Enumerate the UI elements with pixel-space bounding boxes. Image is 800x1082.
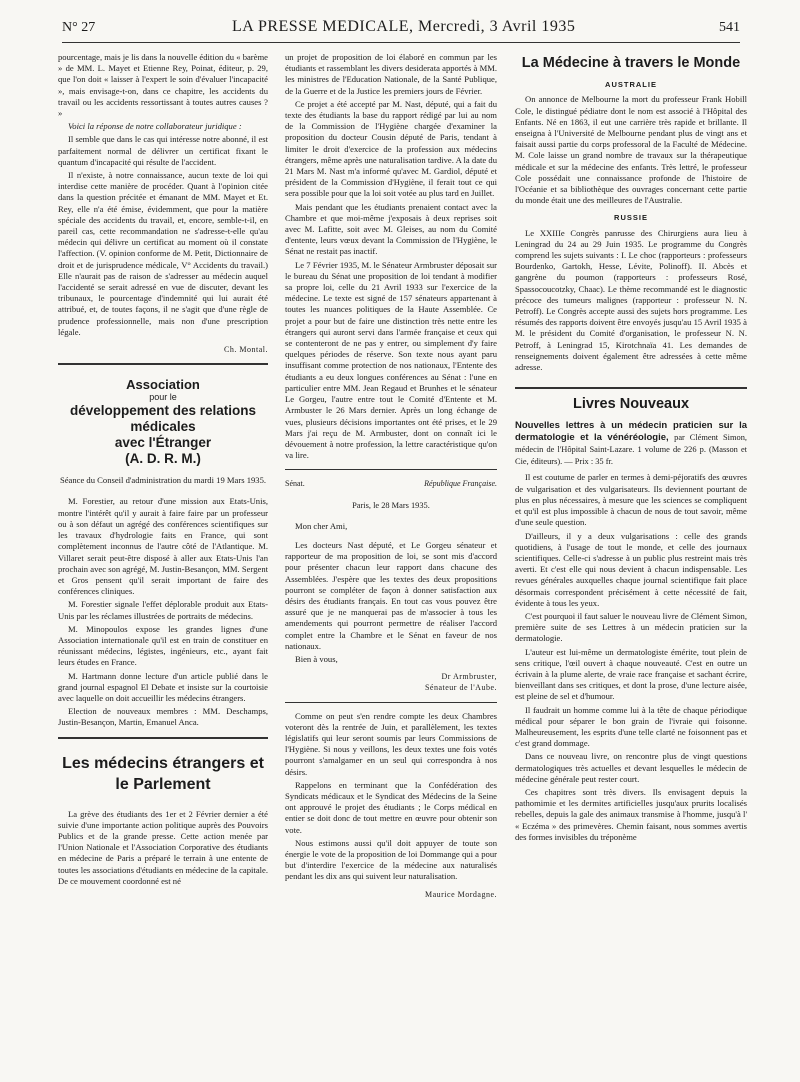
paragraph: un projet de proposition de loi élaboré en commun par les étudiants et rassemblant les divers desiderata apportés à MM. les ministres de l'Education Nationale, de la Santé Publique, de la Guerre et de la Justice les premiers jours de Février. bbox=[285, 52, 497, 96]
paragraph: Rappelons en terminant que la Confédération des Syndicats médicaux et le Syndicat des Médecins de la Seine ont approuvé le projet des étudiants ; le Corps médical en entier se doit donc de tout mettre en œuvre pour obtenir son vote. bbox=[285, 779, 497, 835]
section-heading-world-medicine: La Médecine à travers le Monde bbox=[521, 55, 741, 71]
paragraph: Il faudrait un homme comme lui à la tête de chaque périodique médical pour séparer le bon grain de l'ivraie qui foisonne. Malheureusement, les esprits d'une telle clarté ne foisonnent pas et c'est grand dommage. bbox=[515, 704, 747, 749]
page-number: 541 bbox=[719, 20, 740, 35]
journal-title: LA PRESSE MEDICALE, Mercredi, 3 Avril 1935 bbox=[232, 18, 576, 35]
paragraph: M. Hartmann donne lecture d'un article publié dans le grand journal espagnol El Debate et insiste sur la courtoisie avec laquelle on doit accueillir les médecins étrangers. bbox=[58, 670, 268, 703]
issue-number: N° 27 bbox=[62, 20, 96, 35]
divider bbox=[285, 702, 497, 703]
book-meta: par Clément Simon, médecin de l'Hôpital Saint-Lazare. 1 volume de 226 p. (Masson et Cie, éditeurs). — Prix : 35 fr. bbox=[515, 433, 747, 467]
country-heading: RUSSIE bbox=[614, 213, 648, 223]
divider bbox=[515, 387, 747, 389]
column-middle bbox=[285, 52, 497, 904]
paragraph: Nous estimons aussi qu'il doit appuyer de toute son énergie le vote de la proposition de loi Dommange qui a pour but d'interdire l'exercice de la médecine aux naturalisés pendant les dix ans qui suivent leur naturalisation. bbox=[285, 837, 497, 882]
section-heading-foreign-doctors: Les médecins étrangers et le Parlement bbox=[62, 754, 264, 793]
paragraph: Le XXIIIe Congrès panrusse des Chirurgiens aura lieu à Leningrad du 24 au 29 Juin 1935. Le programme du Congrès comprend les sujets suivants : I. Le choc (rapporteurs : professeurs Bourdenko, Gartokh, Hesse, Lévite, Polinoff). II. Abcès et gangrène du poumon (rapporteurs : professeurs Rosé, Spassocoucotzky, Chaac). Le thème recommandé est le diagnostic précoce des tumeurs malignes (rapporteur : professeur N. N. Petroff). Le Congrès accepte aussi des sujets hors programme. Les résumés des rapports doivent être envoyés jusqu'au 15 Avril 1935 à M. le président du Comité d'organisation, le professeur N. N. Petroff, à Leningrad 15, Kirotchnaïa 41. Les demandes de renseignements doivent également être adressées à cette même adresse. bbox=[515, 227, 747, 373]
page-header bbox=[62, 20, 740, 43]
paragraph: M. Forestier, au retour d'une mission aux Etats-Unis, montre l'intérêt qu'il y aurait à faire faire par un professeur ou à son défaut un agrégé des conférences scientifiques sur les travaux d'hydrologie faits en France, qui sont complètement inconnus de l'autre côté de l'Atlantique. M. Villaret serait peut-être disposé à aller aux Etats-Unis l'an prochain avec son agrégé, M. Justin-Besançon, MM. Sergent et Gros pensent qu'il serait important de faire des conférences cliniques. bbox=[58, 496, 268, 597]
section-heading-association: Association pour le développement des relations médicales avec l'Étranger (A. D. R. M.) bbox=[69, 377, 257, 467]
paragraph: Dans ce nouveau livre, on rencontre plus de vingt questions dermatologiques très actuelles et devant lesquelles le médecin de médecine générale peut rester court. bbox=[515, 751, 747, 784]
divider bbox=[58, 363, 268, 365]
divider bbox=[285, 469, 497, 470]
letter-closing: Bien à vous, bbox=[295, 653, 338, 664]
paragraph: Il n'existe, à notre connaissance, aucun texte de loi qui interdise cette manière de procéder. Quant à l'opinion citée dans la question précitée et émanant de MM. Mayet et Et. Rey, elle n'a été émise, évidemment, que pour la matière spéciale des accidents du travail, et, encore, semble-t-il, en pareil cas, cette recommandation ne s'adresse-t-elle qu'au médecin qui délivre un certificat au moment où il constate l'affection. (V. opinion conforme de M. Petit, Dictionnaire de droit et de jurisprudence médicale, V° Accidents du travail.) Elle n'aurait pas de raison de s'adresser au médecin auquel l'accidenté se serait adressé en vue de discuter, devant les tribunaux, le pourcentage d'indemnité qui lui aurait été attribué, et, de toutes façons, il ne s'agit que d'une règle de prudence professionnelle, mais non d'une prescription légale. bbox=[58, 170, 268, 337]
paragraph: Mais pendant que les étudiants prenaient contact avec la Chambre et que moi-même j'exposais à deux reprises soit avec M. Lafitte, soit avec M. Gleises, au nom du Comité d'entente, leurs vœux devant la Commission de l'Hygiène, le Sénat ne restait pas inactif. bbox=[285, 201, 497, 257]
meeting-subtitle: Séance du Conseil d'administration du mardi 19 Mars 1935. bbox=[59, 475, 267, 486]
author-signature: Maurice Mordagne. bbox=[424, 889, 497, 899]
letter-header bbox=[285, 478, 497, 489]
paragraph: La grève des étudiants des 1er et 2 Février dernier a été suivie d'une importante action politique auprès des Pouvoirs Publics et de la grande presse. Cette action menée par l'Union Nationale et l'Association Corporative des étudiants en médecine de Paris a préparé le terrain à une entente de toutes les associations d'étudiants en médecine de la capitale. De ce mouvement coordonné est né bbox=[58, 808, 268, 886]
letter-signature-title: Sénateur de l'Aube. bbox=[424, 683, 497, 693]
letter-republic: République Française. bbox=[424, 479, 497, 489]
letter-salutation: Mon cher Ami, bbox=[295, 520, 348, 531]
paragraph: Comme on peut s'en rendre compte les deux Chambres voteront dès la rentrée de Juin, et parallèlement, les textes législatifs qui leur seront soumis par leurs Commissions de l'Hygiène. Si nous y veillons, les deux textes une fois votés pourront s'amalgamer en un seul qui correspondra à nos désirs. bbox=[285, 710, 497, 777]
paragraph: Le 7 Février 1935, M. le Sénateur Armbruster déposait sur le bureau du Sénat une proposition de loi tendant à modifier sa propre loi, celle du 21 Avril 1933 sur l'exercice de la médecine. Le texte est signé de 157 sénateurs appartenant à toutes les nuances politiques de la Haute Assemblée. Ce projet a pour but de faire une distinction très nette entre les étrangers qui auront servi dans l'armée française et ceux qui se contenteront de ne pas y entrer, ou simplement d'y faire quelques périodes de réserve. Son texte nous ayant paru insuffisant comme protection de nos nationaux, l'Entente des étudiants a eu deux longues conférences au Sénat : l'une en particulier entre MM. Jean Regaud et Brunhes et le sénateur Le Gorgeu, l'autre entre tout le Comité d'Entente et M. Armbuster le 26 Mars dernier. Après un long échange de vues, plusieurs décisions importantes ont été prises, et le 29 Mars j'ai reçu de M. Armbuster, dont on connaît ici le dévouement à notre profession, la lettre caractéristique qu'on va lire. bbox=[285, 259, 497, 461]
column-left bbox=[58, 52, 268, 889]
column-right bbox=[515, 52, 747, 845]
paragraph: C'est pourquoi il faut saluer le nouveau livre de Clément Simon, première suite de ses Lettres à un médecin praticien sur la dermatologie. bbox=[515, 610, 747, 644]
paragraph: Ce projet a été accepté par M. Nast, député, qui a fait du texte des étudiants la base du rapport rédigé par lui au nom de la Commission de l'Hygiène chargée d'examiner la proposition du docteur Cousin député de Paris, tendant à limiter le droit d'exercice de la profession aux médecins étrangers, même après une naturalisation tardive. A la date du 21 Mars M. Nast m'a informé qu'avec M. Gardiol, député et président de la Commission d'Hygiène, il ferait tout ce qui sera possible pour que la loi soit votée au plus tard en Juillet. bbox=[285, 98, 497, 199]
country-heading: AUSTRALIE bbox=[605, 80, 657, 90]
paragraph: L'auteur est lui-même un dermatologiste émérite, tout plein de sens critique, l'œil ouvert à chaque nouveauté. C'est en outre un écrivain à la plume alerte, de vraie race française et sachant écrire, bienveillant dans ses critiques, et dont la prose, d'une lecture aisée, est pleine de sel et d'humour. bbox=[515, 646, 747, 702]
paragraph: M. Minopoulos expose les grandes lignes d'une Association internationale qu'il est en train de constituer en réunissant médecins, légistes, ingénieurs, etc., ayant fait leurs études en France. bbox=[58, 623, 268, 668]
paragraph: Les docteurs Nast député, et Le Gorgeu sénateur et rapporteur de ma proposition de loi, se sont mis d'accord pour présenter chacun leur rapport dans chacune des Assemblées. J'espère que les textes des deux propositions pourront se compléter de façon à donner satisfaction aux désirs des étudiants français. En tout cas vous pouvez être assuré que je ne manquerai pas de m'associer à tous les amendements qui pourront permettre de réaliser l'accord complet entre la Chambre et le Sénat en faveur de nos nationaux. bbox=[285, 539, 497, 651]
author-signature: Ch. Montal. bbox=[224, 345, 268, 355]
paragraph: pourcentage, mais je lis dans la nouvelle édition du « barème » de MM. L. Mayet et Etienne Rey, Poinat, éditeur, p. 29, que l'on doit « laisser à l'expert le soin d'évaluer l'incapacité », mais envisage-t-on, dans ce chapitre, les accidents du travail ou les accidents ressortissant à toutes autres causes ? » bbox=[58, 52, 268, 119]
paragraph: Ces chapitres sont très divers. Ils envisagent depuis la pathomimie et les dermites artificielles jusqu'aux prurits localisés rebelles, depuis la gale des animaux transmise à l'homme, jusqu'à l' « Eczéma » des primevères. Chemin faisant, nous sommes avertis des formes invisibles du tréponème bbox=[515, 786, 747, 842]
letter-signature: Dr Armbruster, bbox=[441, 672, 497, 682]
paragraph: M. Forestier signale l'effet déplorable produit aux Etats-Unis par les réclames illustrées de portraits de médecins. bbox=[58, 599, 268, 621]
paragraph: D'ailleurs, il y a deux vulgarisations : celle des grands quotidiens, à l'usage de tout le monde, et celle des journaux scientifiques. Celle-ci s'adresse à un public plus restreint mais très averti. Et c'est elle qui nous devient à chacun indispensable. Les revues générales auxquelles chaque journal scientifique fait place désormais correspondent précisément à cette nécessité de fait, évidente à tous les yeux. bbox=[515, 530, 747, 608]
letter-date: Paris, le 28 Mars 1935. bbox=[352, 500, 430, 510]
divider bbox=[58, 737, 268, 739]
paragraph: On annonce de Melbourne la mort du professeur Frank Hobill Cole, le distingué pédiatre dont le nom est associé à l'Hôpital des Enfants. Né en 1863, il eut une carrière très rapide et brillante. Il enseigna à l'Université de Melbourne pendant plus de vingt ans et faisait aussi partie du corps professoral de la Faculté de Médecine. M. Cole laisse un grand nombre de travaux sur la thérapeutique médicale et sur la médecine des enfants. Très lettré, le professeur Cole possédait une connaissance profonde de l'histoire de l'Océanie et sa bibliothèque des ouvrages concernant cette partie du monde était une des meilleures de l'Australie. bbox=[515, 94, 747, 206]
letter-sender: Sénat. bbox=[285, 479, 305, 489]
book-title: Nouvelles lettres à un médecin praticien sur la dermatologie et la vénéréologie, par Clément Simon, médecin de l'Hôpital Saint-Lazare. 1 volume de 226 p. (Masson et Cie, éditeurs). — Prix : 35 fr. bbox=[515, 420, 747, 467]
paragraph: Election de nouveaux membres : MM. Deschamps, Justin-Besançon, Martin, Emanuel Anca. bbox=[58, 706, 268, 728]
paragraph: Il semble que dans le cas qui intéresse notre abonné, il est parfaitement normal de délivrer un certificat fixant le quantum d'incapacité qui résulte de l'accident. bbox=[58, 134, 268, 167]
paragraph: Il est coutume de parler en termes à demi-péjoratifs des œuvres de vulgarisation et des vulgarisateurs. Ils deviennent pourtant de plus en plus nécessaires, à mesure que les sciences se compliquent et qu'il est plus impossible à chacun de nous de tout savoir, même d'une seule question. bbox=[515, 472, 747, 528]
section-heading-new-books: Livres Nouveaux bbox=[572, 396, 690, 413]
paragraph: Voici la réponse de notre collaborateur juridique : bbox=[68, 121, 242, 132]
